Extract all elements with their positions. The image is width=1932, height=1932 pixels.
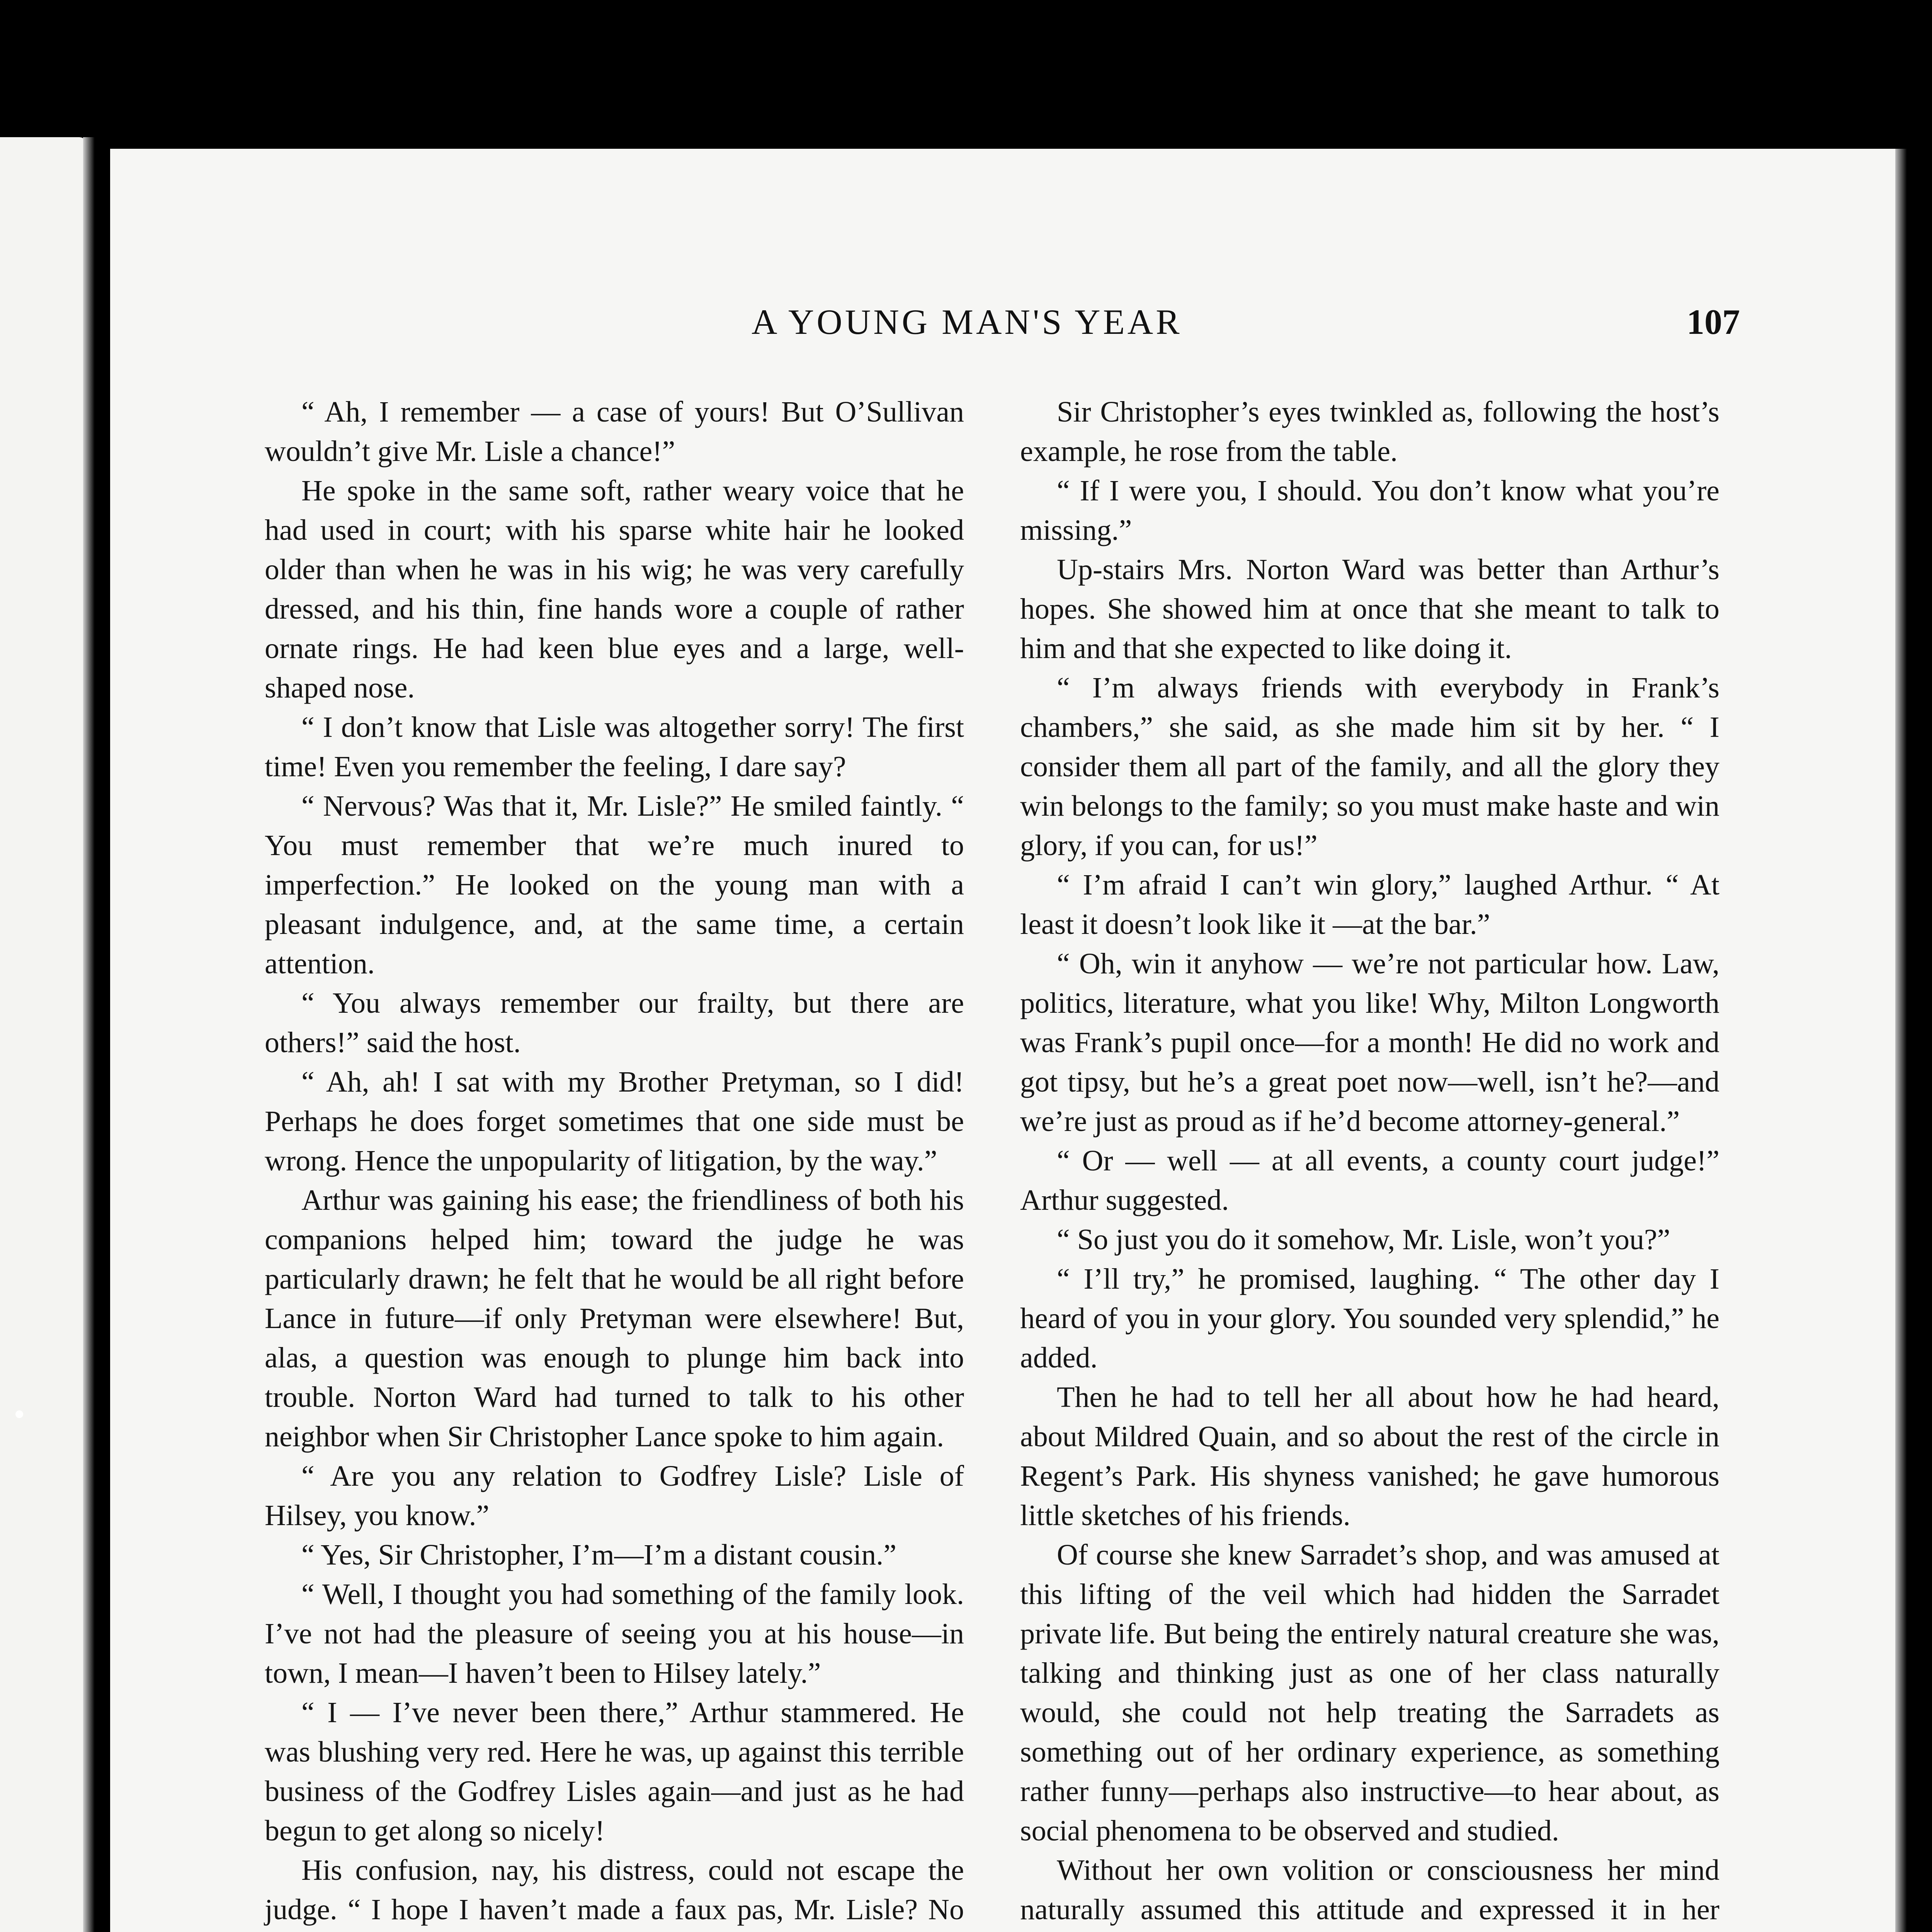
paragraph: “ I’ll try,” he promised, laughing. “ The other day I heard of you in your glory. You sounded very splendid,” he added.: [1020, 1263, 1719, 1374]
scan-speck: [15, 1410, 23, 1418]
paragraph: “ Well, I thought you had something of the family look. I’ve not had the pleasure of seeing you at his house—in town, I mean—I haven’t been to Hilsey lately.”: [265, 1578, 964, 1689]
page-header: [110, 301, 1895, 355]
book-page: [110, 149, 1895, 1932]
paragraph: “ Ah, I remember — a case of yours! But O’Sullivan wouldn’t give Mr. Lisle a chance!”: [265, 396, 964, 468]
paragraph: “ Or — well — at all events, a county court judge!” Arthur suggested.: [1020, 1145, 1719, 1216]
gutter-shadow: [83, 137, 95, 1932]
paragraph: “ I don’t know that Lisle was altogether sorry! The first time! Even you remember the feeling, I dare say?: [265, 711, 964, 783]
paragraph: Without her own volition or consciousness her mind naturally assumed this attitude and expressed it in her: [1020, 1854, 1719, 1926]
paragraph: “ I’m always friends with everybody in Frank’s chambers,” she said, as she made him sit by her. “ I consider them all part of the family, and all the glory they win belongs to the family; so you must make haste and win glory, if you can, for us!”: [1020, 672, 1719, 862]
page-right-edge: [1895, 149, 1907, 1932]
paragraph: Up-stairs Mrs. Norton Ward was better than Arthur’s hopes. She showed him at once that she meant to talk to him and that she expected to like doing it.: [1020, 553, 1719, 665]
paragraph: Of course she knew Sarradet’s shop, and was amused at this lifting of the veil which had hidden the Sarradet private life. But being the entirely natural creature she was, talking and thinking just as one of her class naturally would, she could not help treating the Sarradets as something out of her ordinary experience, as something rather funny—perhaps also instructive—to hear about, as social phenomena to be observed and studied.: [1020, 1539, 1719, 1847]
left-text-column: [265, 392, 964, 1932]
paragraph: Arthur was gaining his ease; the friendliness of both his companions helped him; toward the judge he was particularly drawn; he felt that he would be all right before Lance in future—if only Pretyman were elsewhere! But, alas, a question was enough to plunge him back into trouble. Norton Ward had turned to talk to his other neighbor when Sir Christopher Lance spoke to him again.: [265, 1184, 964, 1453]
paragraph: “ I’m afraid I can’t win glory,” laughed Arthur. “ At least it doesn’t look like it —at the bar.”: [1020, 869, 1719, 940]
paragraph: “ If I were you, I should. You don’t know what you’re missing.”: [1020, 474, 1719, 546]
paragraph: “ You always remember our frailty, but there are others!” said the host.: [265, 987, 964, 1059]
page-number: 107: [1687, 302, 1740, 342]
paragraph: “ Yes, Sir Christopher, I’m—I’m a distant cousin.”: [301, 1539, 897, 1571]
paragraph: “ Ah, ah! I sat with my Brother Pretyman, so I did! Perhaps he does forget sometimes that one side must be wrong. Hence the unpopularity of litigation, by the way.”: [265, 1066, 964, 1177]
paragraph: He spoke in the same soft, rather weary voice that he had used in court; with his sparse white hair he looked older than when he was in his wig; he was very carefully dressed, and his thin, fine hands wore a couple of rather ornate rings. He had keen blue eyes and a large, well-shaped nose.: [265, 474, 964, 704]
paragraph: “ I — I’ve never been there,” Arthur stammered. He was blushing very red. Here he was, up against this terrible business of the Godfrey Lisles again—and just as he had begun to get along so nicely!: [265, 1696, 964, 1847]
running-head: A YOUNG MAN'S YEAR: [752, 302, 1182, 342]
paragraph: “ Nervous? Was that it, Mr. Lisle?” He smiled faintly. “ You must remember that we’re much inured to imperfection.” He looked on the young man with a pleasant indulgence, and, at the same time, a certain attention.: [265, 790, 964, 980]
paragraph: “ Are you any relation to Godfrey Lisle? Lisle of Hilsey, you know.”: [265, 1460, 964, 1532]
paragraph: Sir Christopher’s eyes twinkled as, following the host’s example, he rose from the table.: [1020, 396, 1719, 468]
paragraph: Then he had to tell her all about how he had heard, about Mildred Quain, and so about the rest of the circle in Regent’s Park. His shyness vanished; he gave humorous little sketches of his friends.: [1020, 1381, 1719, 1532]
paragraph: His confusion, nay, his distress, could not escape the judge. “ I hope I haven’t made a faux pas, Mr. Lisle? No: [265, 1854, 964, 1926]
paragraph: “ Oh, win it anyhow — we’re not particular how. Law, politics, literature, what you like! Why, Milton Longworth was Frank’s pupil once—for a month! He did no work and got tipsy, but he’s a great poet now—well, isn’t he?—and we’re just as proud as if he’d become attorney-general.”: [1020, 947, 1719, 1138]
paragraph: “ So just you do it somehow, Mr. Lisle, won’t you?”: [1057, 1223, 1670, 1256]
right-text-column: [1020, 392, 1719, 1932]
left-page-edge: [0, 137, 87, 1932]
